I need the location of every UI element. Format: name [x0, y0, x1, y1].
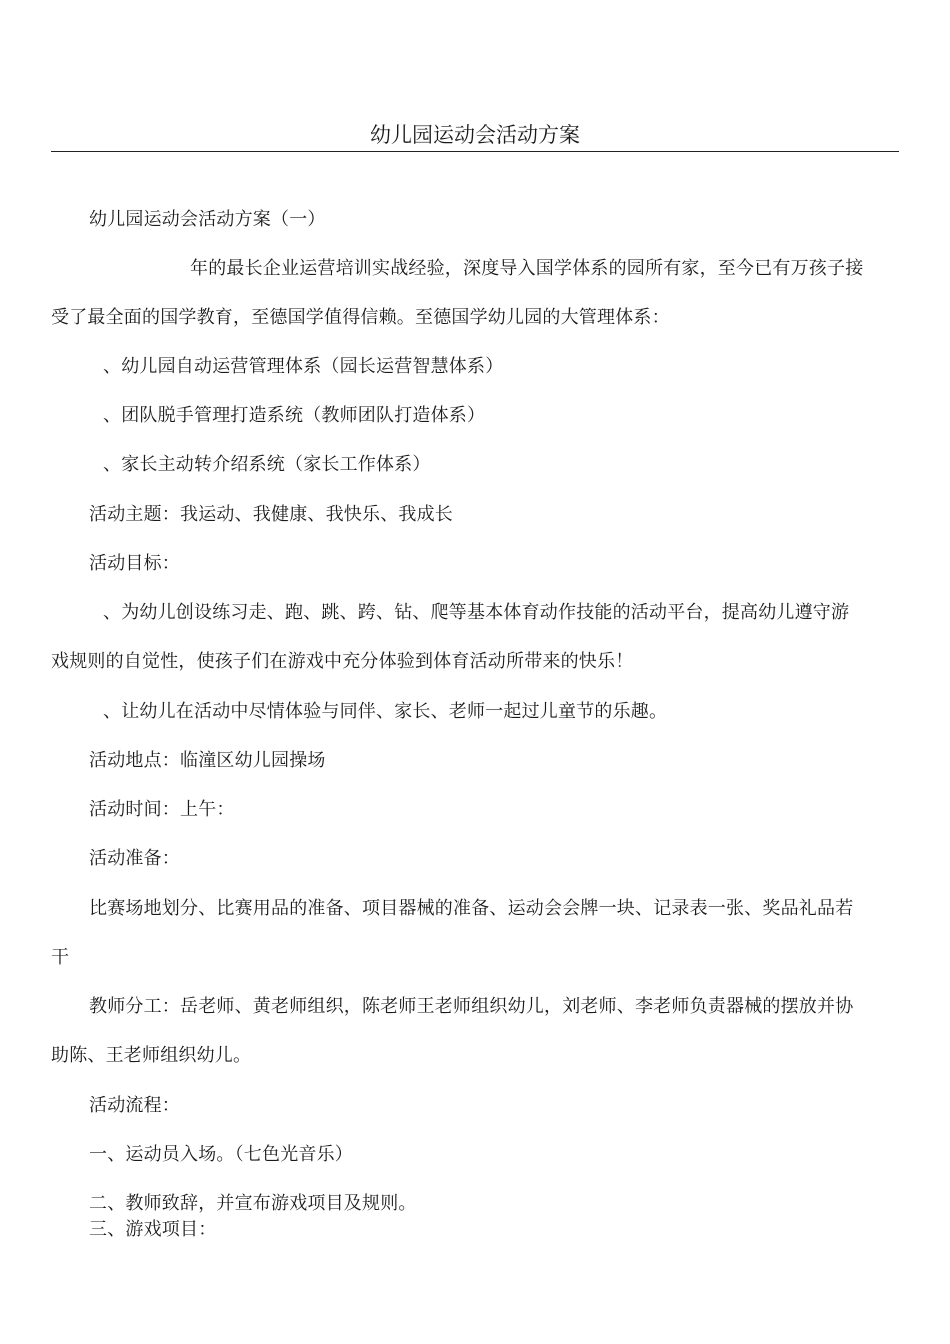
list-item: 、家长主动转介绍系统（家长工作体系）: [103, 454, 431, 475]
list-item: 一、运动员入场。（七色光音乐）: [89, 1144, 353, 1165]
section-heading: 幼儿园运动会活动方案（一）: [89, 209, 326, 230]
paragraph-line: 活动主题：我运动、我健康、我快乐、我成长: [89, 504, 453, 525]
paragraph-line: 活动流程：: [89, 1095, 180, 1116]
paragraph-line: 活动目标：: [89, 553, 180, 574]
paragraph-line: 助陈、王老师组织幼儿。: [51, 1045, 252, 1066]
paragraph-line: 活动地点：临潼区幼儿园操场: [89, 750, 326, 771]
document-title: 幼儿园运动会活动方案: [370, 123, 580, 147]
paragraph-line: 年的最长企业运营培训实战经验，深度导入国学体系的园所有家，至今已有万孩子接: [190, 258, 864, 279]
paragraph-line: 比赛场地划分、比赛用品的准备、项目器械的准备、运动会会牌一块、记录表一张、奖品礼品若: [89, 898, 854, 919]
paragraph-line: 干: [51, 947, 70, 968]
paragraph-line: 教师分工：岳老师、黄老师组织，陈老师王老师组织幼儿，刘老师、李老师负责器械的摆放并协: [89, 996, 854, 1017]
title-divider: [51, 151, 899, 152]
paragraph-line: 受了最全面的国学教育，至德国学值得信赖。至德国学幼儿园的大管理体系：: [51, 307, 670, 328]
paragraph-line: 戏规则的自觉性，使孩子们在游戏中充分体验到体育活动所带来的快乐！: [51, 651, 634, 672]
list-item: 、为幼儿创设练习走、跑、跳、跨、钻、爬等基本体育动作技能的活动平台，提高幼儿遵守游: [103, 602, 850, 623]
list-item: 、让幼儿在活动中尽情体验与同伴、家长、老师一起过儿童节的乐趣。: [103, 701, 668, 722]
paragraph-line: 活动时间：上午：: [89, 799, 235, 820]
paragraph-line: 活动准备：: [89, 848, 180, 869]
list-item: 二、教师致辞，并宣布游戏项目及规则。: [89, 1193, 417, 1214]
list-item: 、幼儿园自动运营管理体系（园长运营智慧体系）: [103, 356, 504, 377]
list-item: 三、游戏项目：: [89, 1219, 217, 1240]
list-item: 、团队脱手管理打造系统（教师团队打造体系）: [103, 405, 486, 426]
